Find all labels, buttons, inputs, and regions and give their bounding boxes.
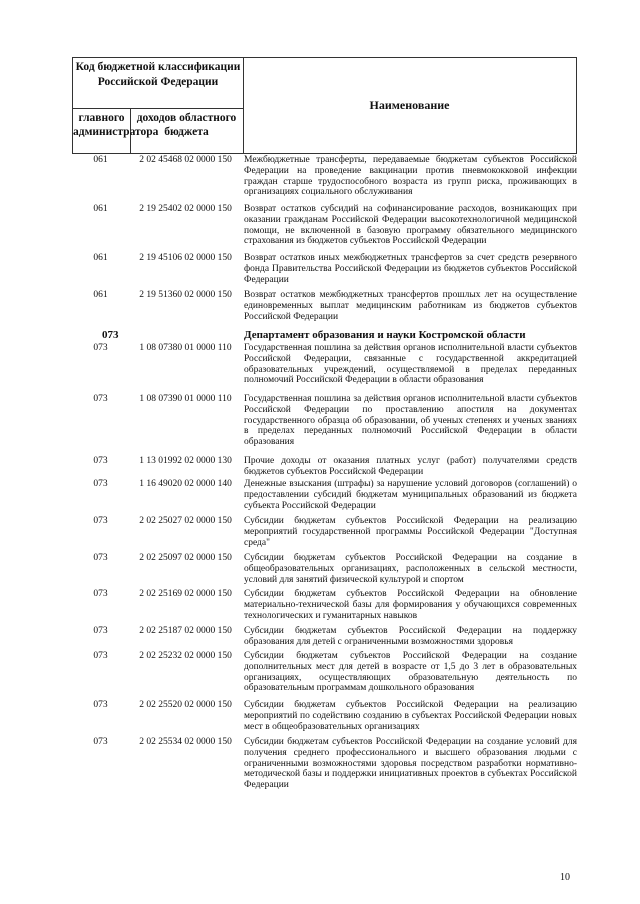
code-group-heading: Код бюджетной классификации Российской Федерации bbox=[75, 61, 241, 88]
admin-column-heading: главного администратора bbox=[73, 112, 159, 138]
name-column-heading: Наименование bbox=[369, 98, 450, 112]
income-column-heading: доходов областного бюджета bbox=[136, 112, 237, 138]
page-number: 10 bbox=[560, 872, 570, 883]
table-header bbox=[72, 57, 577, 154]
